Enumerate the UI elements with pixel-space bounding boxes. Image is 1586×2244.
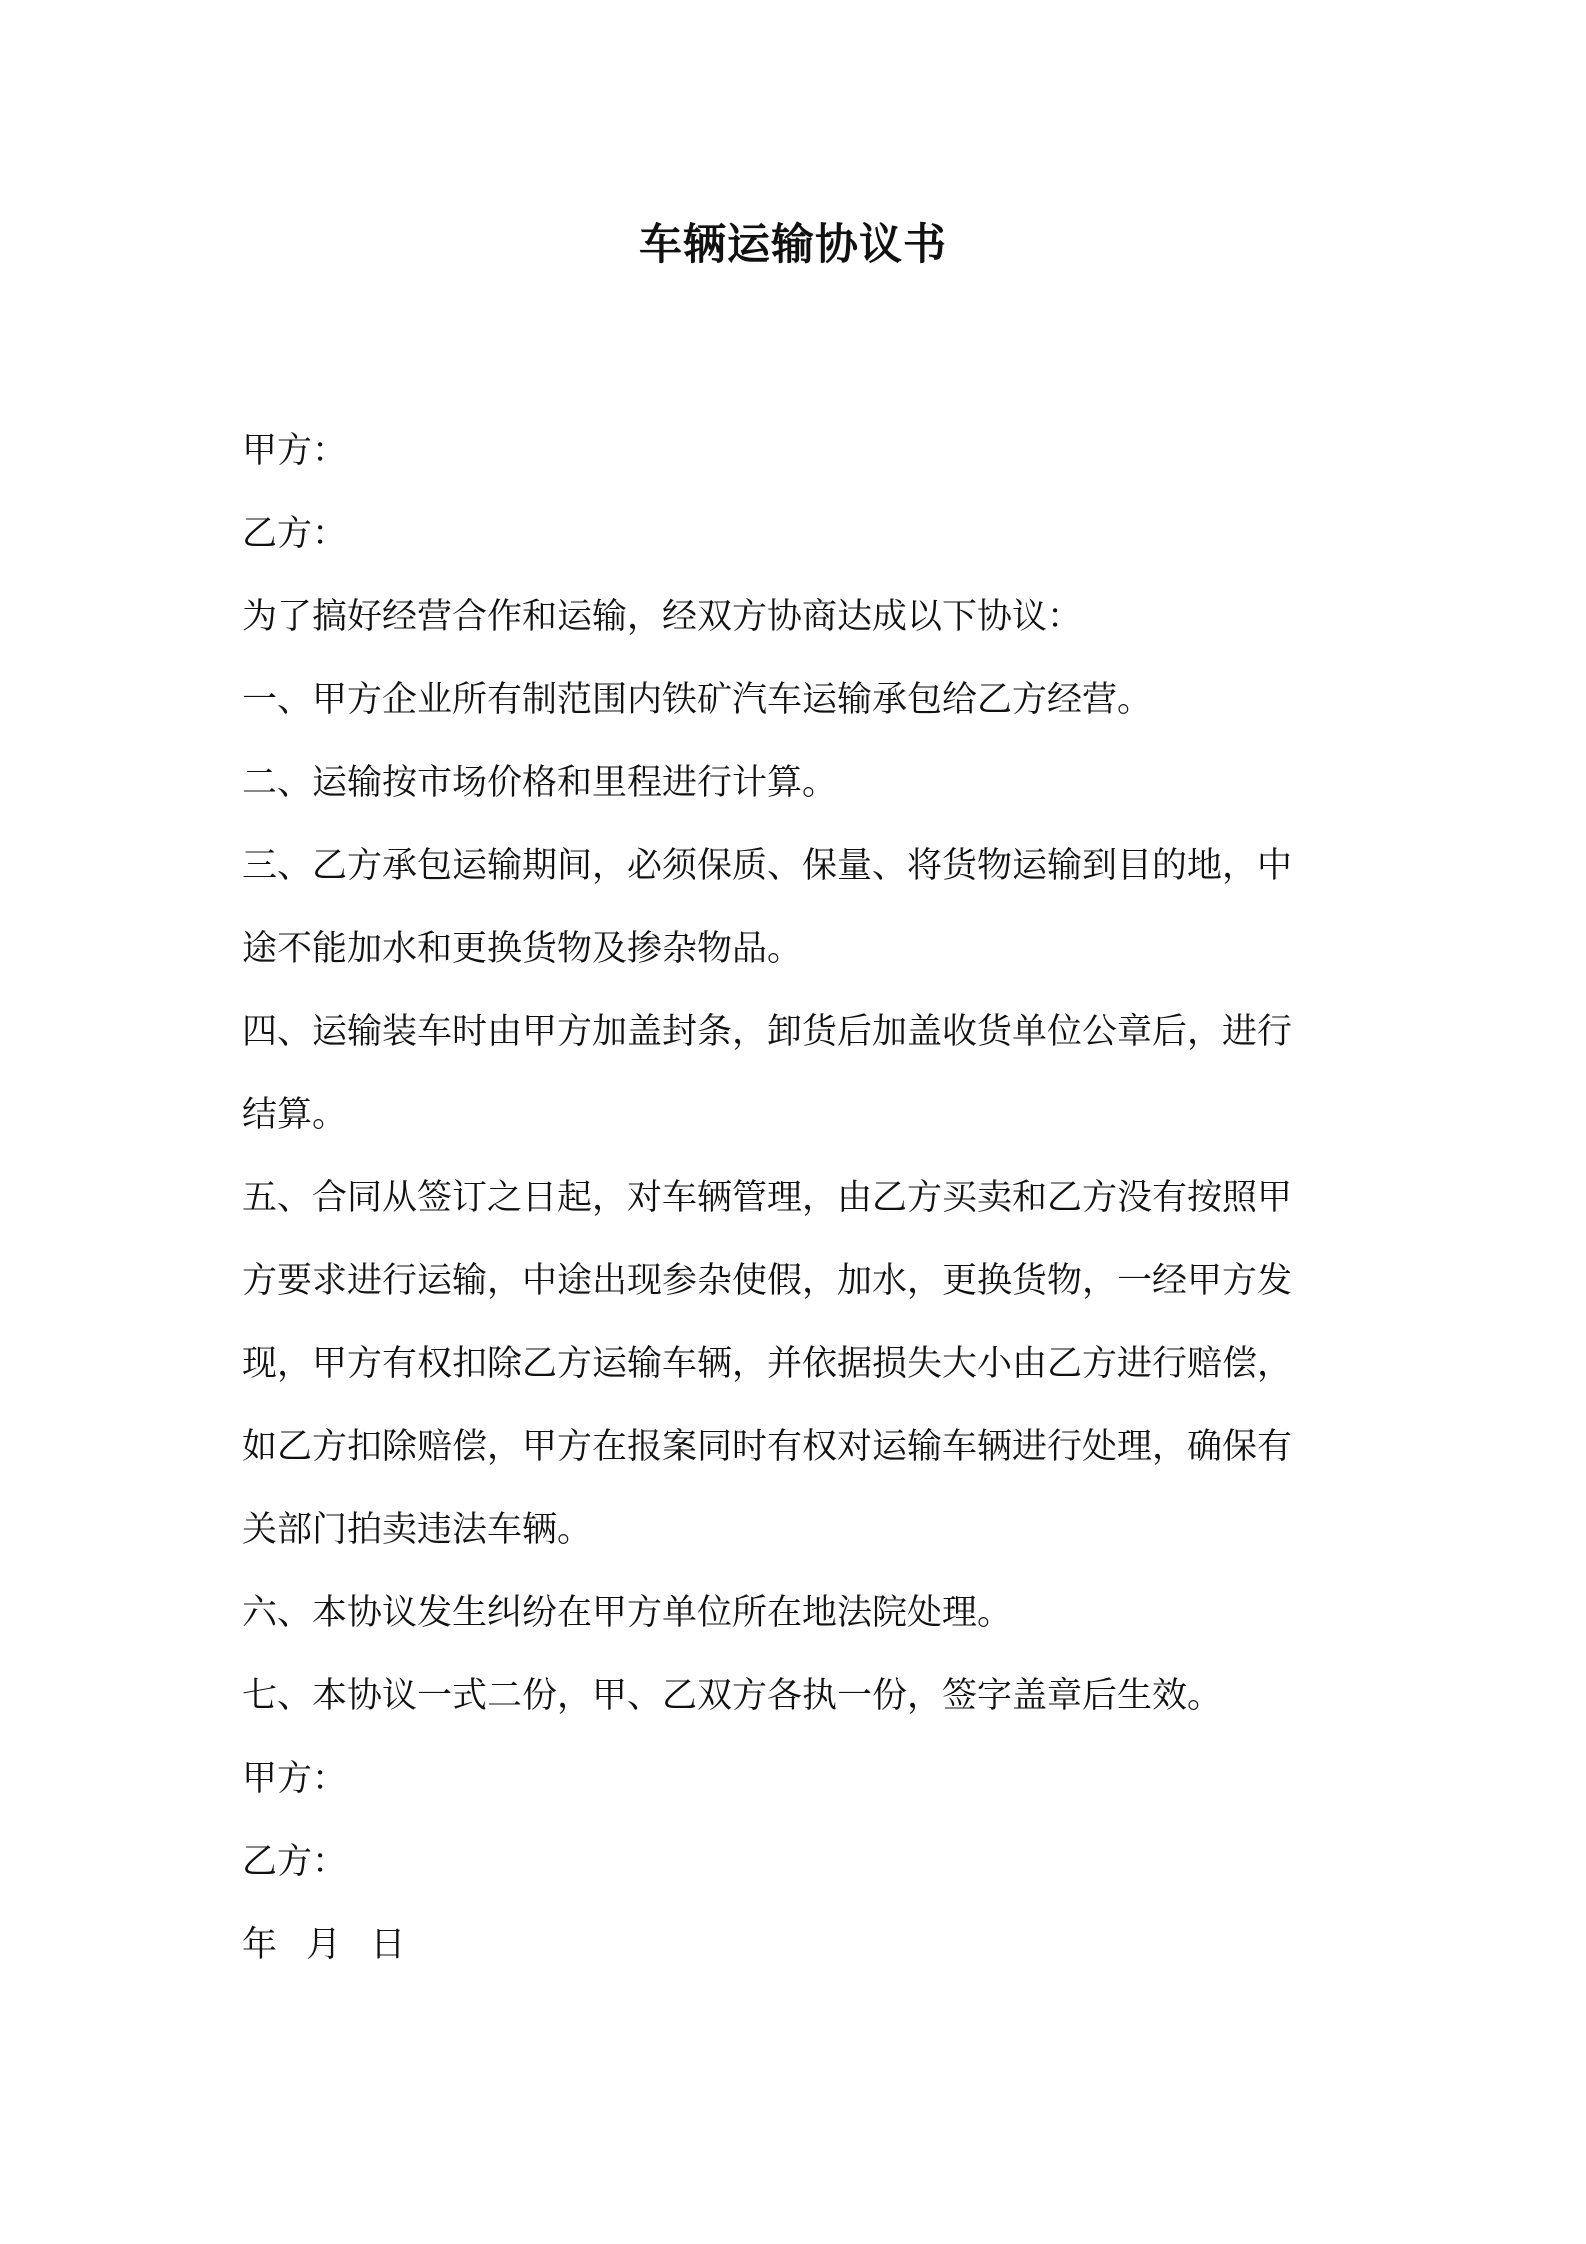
clause-5-line-5: 关部门拍卖违法车辆。 (242, 1510, 593, 1550)
clause-4-line-1: 四、运输装车时由甲方加盖封条，卸货后加盖收货单位公章后，进行 (242, 1012, 1293, 1052)
date-day-label: 日 (370, 1925, 406, 1965)
signature-party-a-label: 甲方： (242, 1759, 348, 1799)
date-month-label: 月 (306, 1925, 342, 1965)
intro-text: 为了搞好经营合作和运输，经双方协商达成以下协议： (242, 597, 1083, 637)
clause-3-line-2: 途不能加水和更换货物及掺杂物品。 (242, 929, 803, 969)
signature-party-b-label: 乙方： (242, 1842, 348, 1882)
clause-5-line-2: 方要求进行运输，中途出现参杂使假，加水，更换货物，一经甲方发 (242, 1261, 1293, 1301)
document-title: 车辆运输协议书 (639, 220, 947, 270)
date-year-label: 年 (242, 1925, 278, 1965)
clause-1-line-1: 一、甲方企业所有制范围内铁矿汽车运输承包给乙方经营。 (242, 680, 1153, 720)
party-b-label: 乙方： (242, 514, 348, 554)
clause-5-line-1: 五、合同从签订之日起，对车辆管理，由乙方买卖和乙方没有按照甲 (242, 1178, 1293, 1218)
document-body (242, 410, 1354, 1987)
date-line (242, 1904, 1354, 1987)
clause-3-line-1: 三、乙方承包运输期间，必须保质、保量、将货物运输到目的地，中 (242, 846, 1293, 886)
clause-6-line-1: 六、本协议发生纠纷在甲方单位所在地法院处理。 (242, 1593, 1013, 1633)
clause-5-line-3: 现，甲方有权扣除乙方运输车辆，并依据损失大小由乙方进行赔偿， (242, 1344, 1293, 1384)
clause-2-line-1: 二、运输按市场价格和里程进行计算。 (242, 763, 838, 803)
party-a-label: 甲方： (242, 431, 348, 471)
clause-7-line-1: 七、本协议一式二份，甲、乙双方各执一份，签字盖章后生效。 (242, 1676, 1223, 1716)
clause-4-line-2: 结算。 (242, 1095, 348, 1135)
clause-5-line-4: 如乙方扣除赔偿，甲方在报案同时有权对运输车辆进行处理，确保有 (242, 1427, 1293, 1467)
